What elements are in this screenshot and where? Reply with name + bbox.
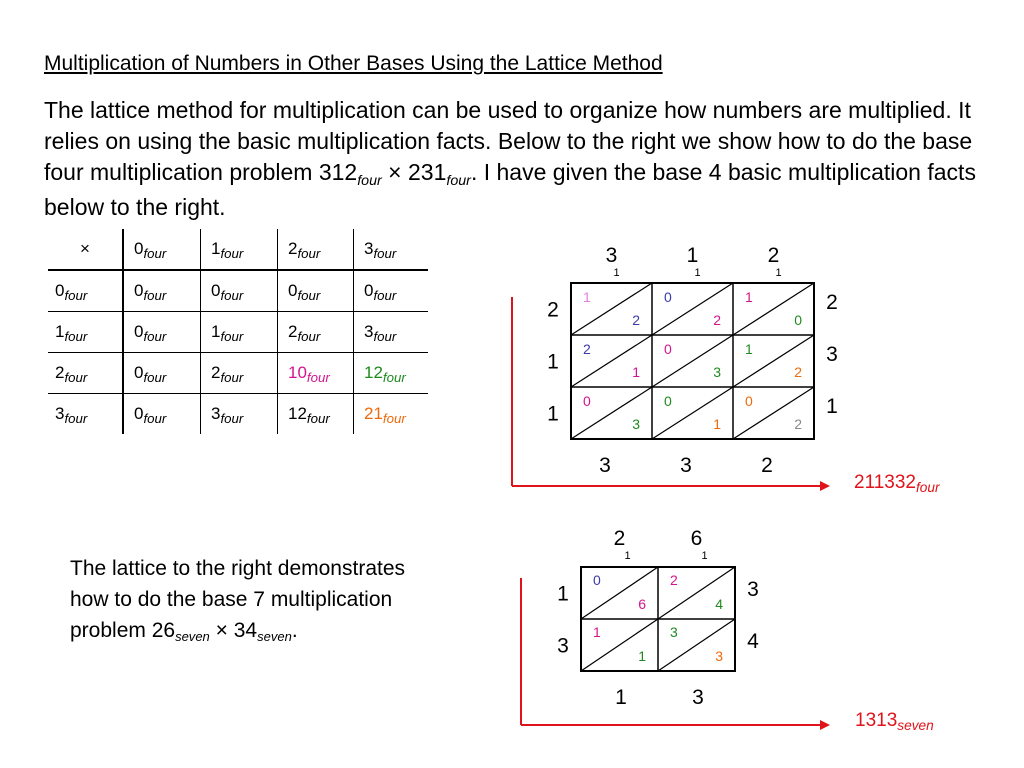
lattice-cell-units-digit: 1 [713,416,721,432]
lattice-top-digit: 3 [605,244,618,267]
lattice-bottom-digit: 1 [615,686,627,709]
table-cell-subscript: four [306,369,330,385]
lattice-cell-tens-digit: 0 [583,393,591,409]
lattice-cell-units-digit: 0 [794,312,802,328]
lattice-cell-tens-digit: 0 [593,572,601,588]
table-cell-subscript: four [382,369,406,385]
arrowhead-icon [820,720,830,730]
lattice-left-digit: 2 [547,298,559,322]
lattice-right-digit: 2 [826,291,838,314]
lattice-cell-tens-digit: 0 [664,393,672,409]
table-cell-value: 0 [288,281,298,300]
lattice-cell-tens-digit: 0 [664,289,672,305]
table-row-label-subscript: four [64,287,88,303]
lattice-cell-tens-digit: 1 [593,624,601,640]
table-cell-subscript: four [143,410,167,426]
table-header-cell-value: 0 [134,239,144,258]
table-cell-value: 12 [288,404,307,423]
lattice-cell-tens-digit: 0 [664,341,672,357]
base7-text-lead: The lattice to the right demonstrates how to do the base 7 multiplication problem 26 [70,557,406,642]
table-cell-subscript: four [143,328,167,344]
lattice-cell-units-digit: 6 [638,596,646,612]
lattice-cell-units-digit: 2 [794,364,802,380]
table-cell-subscript: four [220,410,244,426]
table-cell-subscript: four [143,287,167,303]
table-header-cell-subscript: four [297,245,321,261]
table-cell-subscript: four [220,287,244,303]
base7-number-2: 34 [233,619,258,642]
lattice-cell-tens-digit: 2 [583,341,591,357]
table-cell-value: 1 [211,322,221,341]
page-title: Multiplication of Numbers in Other Bases Using the Lattice Method [44,52,663,75]
table-cell-value: 0 [134,363,144,382]
table-row-label-subscript: four [64,328,88,344]
table-cell-value: 2 [211,363,221,382]
table-cell-value: 12 [364,363,383,382]
lattice-bottom-digit: 3 [692,686,704,709]
lattice-cell-units-digit: 4 [715,596,723,612]
lattice-cell-tens-digit: 1 [583,289,591,305]
table-row-label-value: 3 [55,404,65,423]
table-cell-subscript: four [143,369,167,385]
lattice-cell-units-digit: 1 [638,648,646,664]
lattice-left-digit: 1 [557,582,569,606]
table-cell-value: 21 [364,404,383,423]
lattice-bottom-digit: 3 [680,454,692,477]
table-cell-subscript: four [297,328,321,344]
lattice-left-digit: 1 [547,350,559,374]
lattice-right-digit: 3 [747,578,759,601]
lattice-cell-units-digit: 3 [632,416,640,432]
table-header-cell-value: 2 [288,239,298,258]
table-cell-subscript: four [373,328,397,344]
table-cell-subscript: four [220,328,244,344]
lattice-left-digit: 1 [547,402,559,426]
base7-times-sign: × [215,619,228,642]
lattice-carry-digit: 1 [775,267,782,279]
table-corner-times: × [48,229,123,270]
lattice-bottom-digit: 3 [599,454,611,477]
table-row-label-value: 2 [55,363,65,382]
lattice-cell-tens-digit: 2 [670,572,678,588]
lattice-top-digit: 2 [767,244,780,267]
table-cell-value: 10 [288,363,307,382]
base7-text-end: . [291,619,298,642]
table-row-label-value: 0 [55,281,65,300]
lattice-right-digit: 3 [826,343,838,366]
lattice-cell-units-digit: 2 [713,312,721,328]
lattice-bottom-digit: 2 [761,454,773,477]
base4-result [854,472,940,494]
lattice-right-digit: 4 [747,630,759,653]
intro-subscript-2: four [446,172,471,189]
lattice-cell-tens-digit: 1 [745,341,753,357]
base7-result [855,710,934,732]
intro-subscript-1: four [357,172,382,189]
lattice-top-digit: 1 [686,244,699,267]
lattice-cell-tens-digit: 3 [670,624,678,640]
table-header-cell-value: 3 [364,239,374,258]
lattice-cell-tens-digit: 0 [745,393,753,409]
lattice-cell-units-digit: 2 [632,312,640,328]
table-row-label-subscript: four [64,369,88,385]
base4-result-subscript: four [916,480,940,496]
base7-subscript-1: seven [175,629,210,645]
intro-times-sign: × [388,159,402,185]
table-header-cell-subscript: four [373,245,397,261]
lattice-top-digit: 6 [690,527,703,550]
lattice-carry-digit: 1 [624,550,631,562]
table-cell-value: 3 [211,404,221,423]
table-cell-value: 2 [288,322,298,341]
table-header-cell-value: 1 [211,239,221,258]
table-header-cell-subscript: four [220,245,244,261]
base7-description [70,553,430,648]
table-cell-value: 0 [134,404,144,423]
table-cell-subscript: four [306,410,330,426]
lattice-left-digit: 3 [557,634,569,658]
lattice-right-digit: 1 [826,395,838,418]
lattice-cell-units-digit: 3 [715,648,723,664]
base7-result-value: 1313 [855,710,898,731]
table-cell-value: 0 [211,281,221,300]
intro-text-1: The lattice method for multiplication can be used to organize how numbers are multiplied. It relies on using the basic multiplication facts. Below to the right we show how to do the base four multiplication problem 312 [44,97,973,185]
lattice-cell-units-digit: 2 [794,416,802,432]
base7-subscript-2: seven [257,629,292,645]
intro-text-2: . I have given the base 4 basic multiplication facts below to the right. [44,159,976,220]
table-cell-value: 0 [364,281,374,300]
lattice-cell-tens-digit: 1 [745,289,753,305]
lattice-cell-units-digit: 3 [713,364,721,380]
lattice-carry-digit: 1 [701,550,708,562]
table-cell-subscript: four [382,410,406,426]
table-cell-value: 3 [364,322,374,341]
intro-number-2: 231 [408,159,447,185]
table-row-label-value: 1 [55,322,65,341]
table-cell-value: 0 [134,322,144,341]
lattice-carry-digit: 1 [694,267,701,279]
base4-result-value: 211332 [854,472,916,493]
table-cell-subscript: four [373,287,397,303]
arrowhead-icon [820,481,830,491]
table-cell-subscript: four [297,287,321,303]
table-cell-subscript: four [220,369,244,385]
table-row-label-subscript: four [64,410,88,426]
lattice-carry-digit: 1 [613,267,620,279]
lattice-top-digit: 2 [613,527,626,550]
table-header-cell-subscript: four [143,245,167,261]
lattice-cell-units-digit: 1 [632,364,640,380]
base7-result-subscript: seven [897,718,934,734]
table-cell-value: 0 [134,281,144,300]
